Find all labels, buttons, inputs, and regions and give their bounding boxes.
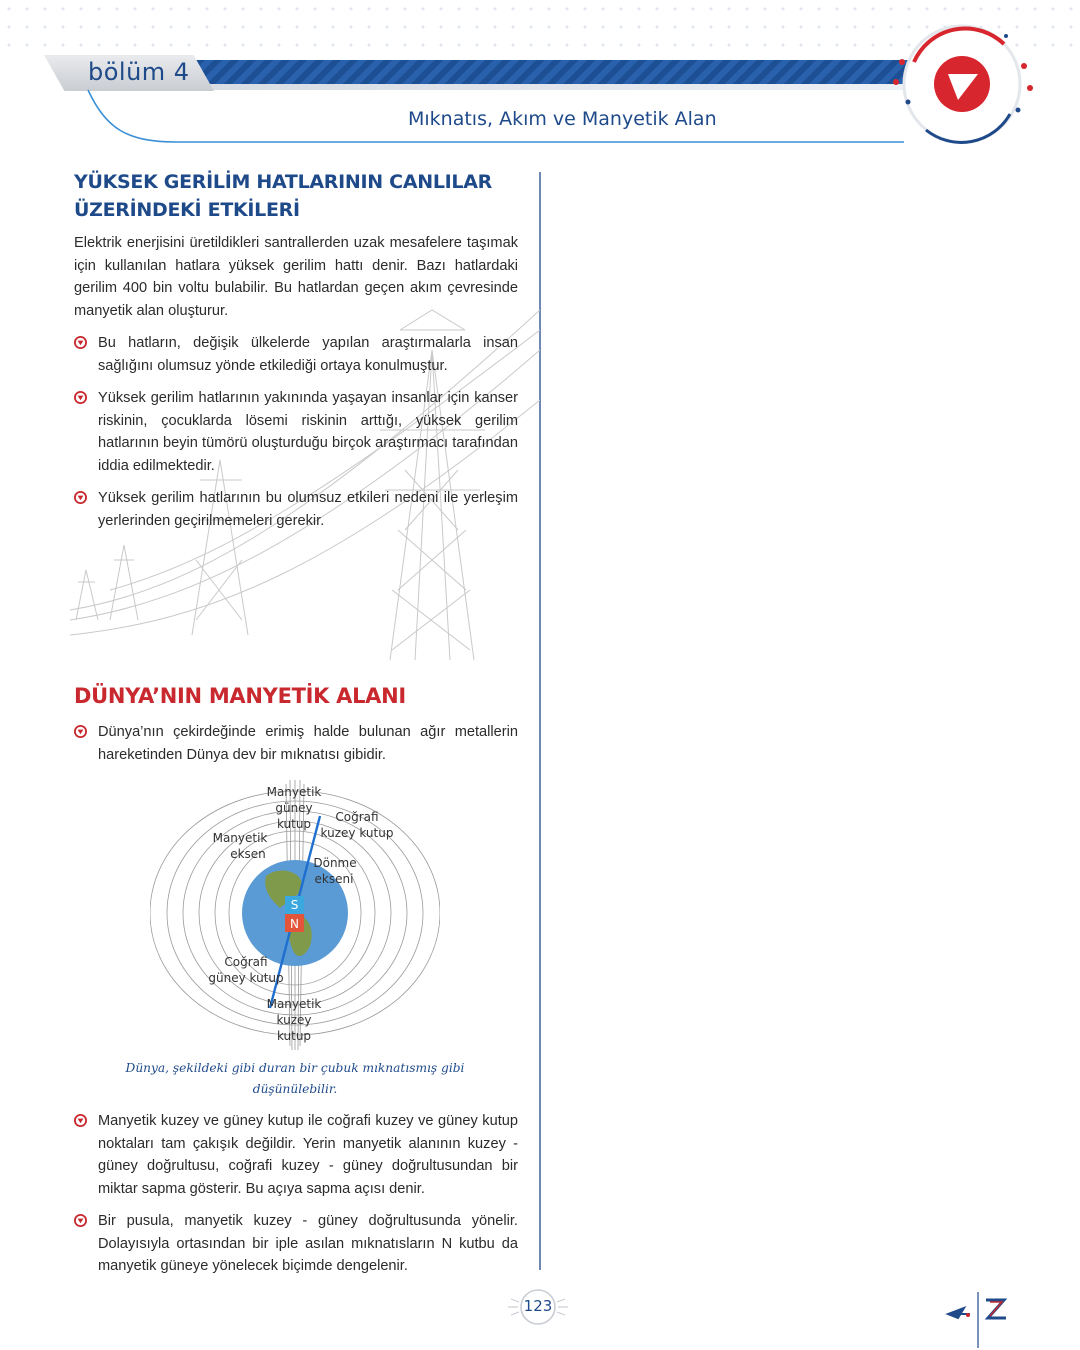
section-title-earth-magnetic: DÜNYA’NIN MANYETİK ALANI [74, 684, 406, 708]
chapter-label: bölüm 4 [88, 58, 190, 86]
label-mag-axis-1: Manyetik [212, 831, 268, 845]
bullet-item [74, 487, 518, 532]
figure-caption [120, 1058, 470, 1100]
section1-intro: Elektrik enerjisini üretildikleri santrallerden uzak mesafelere taşımak için kullanılan hatlara yüksek gerilim hattı denir. Bazı hatlardaki gerilim 400 bin voltu bulabilir. Bu hatlardan geçen akım çevresinde manyetik alan oluşturur. [74, 235, 518, 319]
footer-brand-icon [944, 1290, 1034, 1350]
label-mag-north-2: kuzey [276, 1013, 312, 1027]
label-mag-axis-2: eksen [230, 847, 266, 861]
bullet-arrow-icon [74, 391, 87, 404]
magnet-n-label: N [290, 917, 299, 931]
bullet-text: Bu hatların, değişik ülkelerde yapılan araştırmalarla insan sağlığını olumsuz yönde etkilediği ortaya konulmuştur. [98, 335, 518, 374]
bullet-arrow-icon [74, 491, 87, 504]
label-geo-south-1: Coğrafi [224, 955, 268, 969]
bullet-text: Bir pusula, manyetik kuzey - güney doğrultusunda yönelir. Dolayısıyla ortasından bir iple asılan mıknatısların N kutbu da manyetik güneye yönelecek biçimde dengelenir. [98, 1213, 518, 1275]
bullet-arrow-icon [74, 336, 87, 349]
earth-magnetic-field-diagram [150, 780, 440, 1050]
caption-line: düşünülebilir. [252, 1082, 338, 1096]
bullet-arrow-icon [74, 725, 87, 738]
bullet-item [74, 387, 518, 477]
bullet-arrow-icon [74, 1214, 87, 1227]
label-geo-north-2: kuzey kutup [320, 826, 394, 840]
bullet-text: Yüksek gerilim hatlarının bu olumsuz etkileri nedeni ile yerleşim yerlerinden geçirilmemeleri gerekir. [98, 490, 518, 529]
bullet-item [74, 332, 518, 377]
bullet-item [74, 1110, 518, 1200]
section-title-line: YÜKSEK GERİLİM HATLARININ CANLILAR [74, 171, 492, 193]
bullet-item [74, 721, 518, 766]
section-title-line: ÜZERİNDEKİ ETKİLERİ [74, 199, 300, 221]
bullet-text: Dünya’nın çekirdeğinde erimiş halde bulunan ağır metallerin hareketinden Dünya dev bir mıknatısı gibidir. [98, 724, 518, 763]
label-mag-north-3: kutup [276, 1029, 312, 1043]
label-mag-north-1: Manyetik [266, 997, 322, 1011]
publisher-logo-icon [886, 22, 1036, 144]
bullet-item [74, 1210, 518, 1278]
label-geo-north-1: Coğrafi [335, 810, 379, 824]
label-rot-axis-2: ekseni [314, 872, 354, 886]
header-band [180, 60, 930, 84]
label-rot-axis-1: Dönme [313, 856, 357, 870]
label-mag-south-3: kutup [276, 817, 312, 831]
section-title-high-voltage [74, 168, 492, 224]
bullet-arrow-icon [74, 1114, 87, 1127]
label-geo-south-2: güney kutup [208, 971, 284, 985]
label-mag-south-1: Manyetik [266, 785, 322, 799]
page-number: 123 [523, 1297, 553, 1315]
bullet-text: Manyetik kuzey ve güney kutup ile coğrafi kuzey ve güney kutup noktaları tam çakışık değildir. Yerin manyetik alanının kuzey - güney doğrultusu, coğrafi kuzey - güney doğrultusundan bir miktar sapma gösterir. Bu açıya sapma açısı denir. [98, 1113, 518, 1197]
magnet-s-label: S [290, 898, 299, 912]
caption-line: Dünya, şekildeki gibi duran bir çubuk mıknatısmış gibi [125, 1061, 465, 1075]
page-subtitle: Mıknatıs, Akım ve Manyetik Alan [408, 108, 717, 130]
label-mag-south-2: güney [275, 801, 313, 815]
bullet-text: Yüksek gerilim hatlarının yakınında yaşayan insanlar için kanser riskinin, çocuklarda lösemi riskinin arttığı, yüksek gerilim hatlarının beyin tümörü oluşturduğu birçok araştırmacı tarafından iddia edilmektedir. [98, 390, 518, 474]
